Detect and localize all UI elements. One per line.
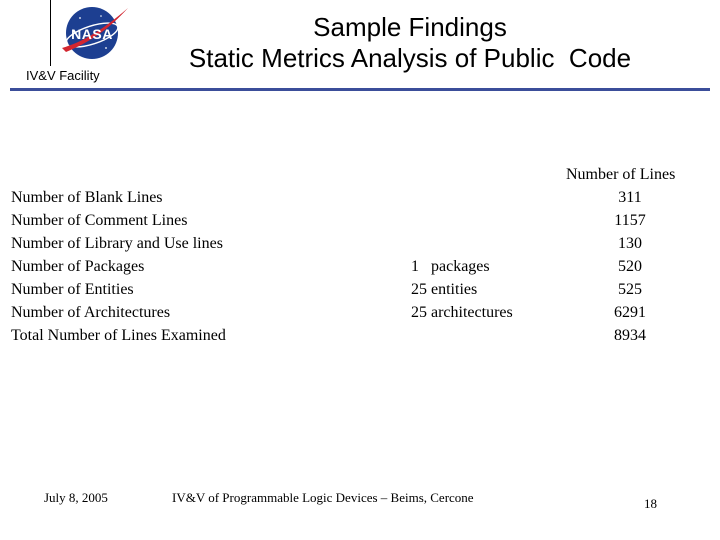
row-value: 1157	[614, 212, 646, 229]
row-value: 6291	[614, 304, 646, 321]
row-value: 130	[618, 235, 642, 252]
row-label: Number of Architectures	[11, 304, 171, 321]
header-rule	[10, 88, 710, 91]
row-value: 520	[618, 258, 642, 275]
row-label: Number of Comment Lines	[11, 212, 188, 229]
nasa-logo-text: NASA	[71, 26, 113, 42]
logo-divider	[50, 0, 51, 66]
slide-title	[150, 12, 670, 74]
row-label: Number of Library and Use lines	[11, 235, 223, 252]
row-note: 25 architectures	[411, 304, 513, 321]
slide-title-line2: Static Metrics Analysis of Public Code	[188, 43, 632, 73]
footer-date: July 8, 2005	[44, 490, 108, 505]
slide-title-line1: Sample Findings	[313, 12, 507, 42]
row-label: Total Number of Lines Examined	[11, 327, 226, 344]
row-note: 1 packages	[411, 258, 490, 275]
row-label: Number of Packages	[11, 258, 145, 275]
row-note: 25 entities	[411, 281, 478, 298]
logo-area	[22, 0, 142, 88]
row-label: Number of Entities	[11, 281, 134, 298]
page-number: 18	[644, 496, 657, 511]
star	[100, 15, 102, 17]
star	[79, 17, 81, 19]
column-header: Number of Lines	[566, 166, 676, 183]
footer-caption: IV&V of Programmable Logic Devices – Beims, Cercone	[172, 490, 474, 505]
row-label: Number of Blank Lines	[11, 189, 163, 206]
row-value: 8934	[614, 327, 646, 344]
facility-label: IV&V Facility	[26, 68, 100, 83]
nasa-logo	[56, 2, 132, 64]
row-value: 525	[618, 281, 642, 298]
row-value: 311	[618, 189, 642, 206]
star	[105, 47, 107, 49]
